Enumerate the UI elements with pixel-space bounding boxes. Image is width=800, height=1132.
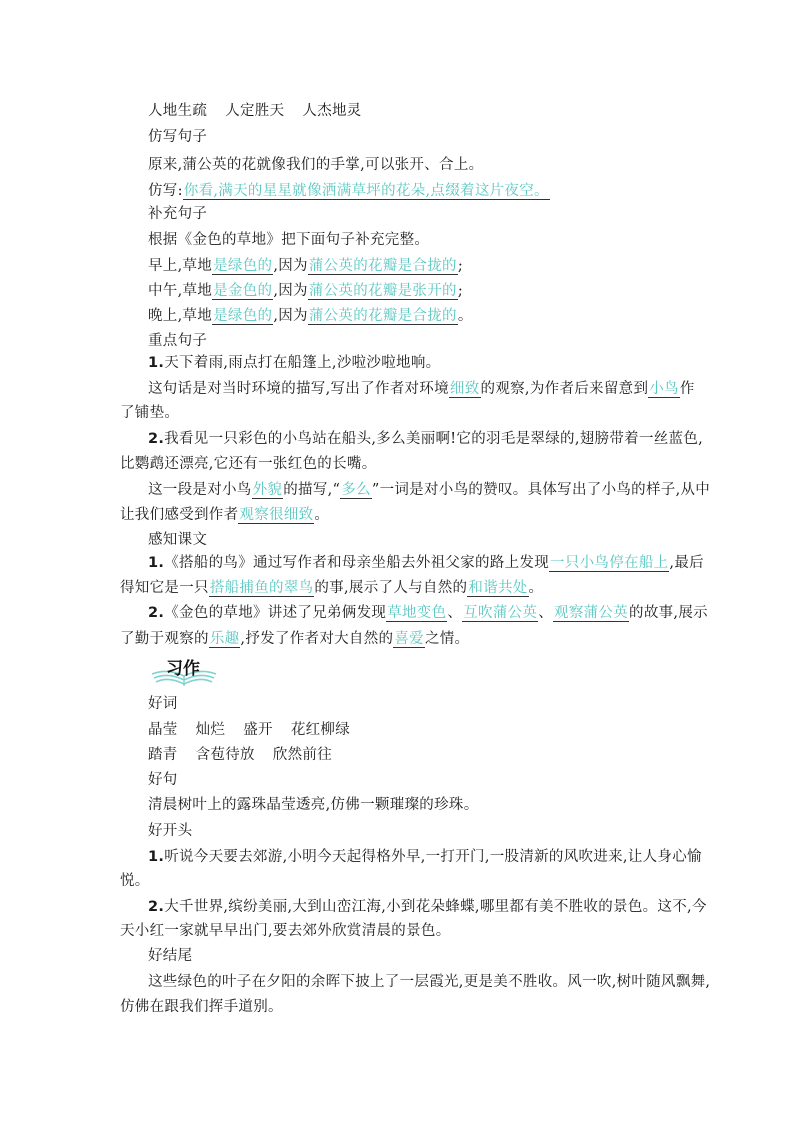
original-sentence: 原来,蒲公英的花就像我们的手掌,可以张开、合上。	[148, 157, 484, 173]
section-heading: 补充句子	[148, 206, 208, 222]
answer-blank: 外貌	[252, 482, 283, 498]
answer-blank: 和谐共处	[468, 580, 528, 596]
good-words-row: 踏青 含苞待放 欣然前往	[148, 747, 333, 763]
answer-blank: 多么	[341, 482, 371, 498]
section-heading: 好词	[148, 696, 178, 712]
answer-blank: 观察很细致	[239, 507, 314, 523]
answer-blank: 观察蒲公英	[554, 605, 629, 621]
idiom: 人地生疏	[148, 103, 208, 119]
explanation-cont: 让我们感受到作者观察很细致。	[120, 507, 330, 523]
good-words-row: 晶莹 灿烂 盛开 花红柳绿	[148, 722, 351, 738]
answer-blank: 你看,满天的星星就像洒满草坪的花朵,点缀着这片夜空。	[183, 183, 549, 199]
answer-blank: 一只小鸟停在船上	[550, 555, 669, 571]
fill-row: 晚上,草地是绿色的,因为蒲公英的花瓣是合拢的。	[148, 308, 473, 324]
section-heading: 好结尾	[148, 948, 193, 964]
summary-2-cont: 了勤于观察的乐趣,抒发了作者对大自然的喜爱之情。	[120, 631, 470, 647]
idiom: 人定胜天	[225, 103, 285, 119]
explanation-cont: 了铺垫。	[120, 405, 180, 421]
answer-blank: 是绿色的	[213, 258, 273, 274]
section-heading: 仿写句子	[148, 129, 208, 145]
opening-2: 2.大千世界,缤纷美丽,大到山峦江海,小到花朵蜂蝶,哪里都有美不胜收的景色。这不,今	[148, 899, 707, 915]
fill-row: 中午,草地是金色的,因为蒲公英的花瓣是张开的;	[148, 283, 464, 299]
instruction: 根据《金色的草地》把下面句子补充完整。	[148, 232, 430, 248]
answer-blank: 搭船捕鱼的翠鸟	[209, 580, 314, 596]
explanation: 这一段是对小鸟外貌的描写,“多么”一词是对小鸟的赞叹。具体写出了小鸟的样子,从中	[148, 482, 711, 498]
section-heading: 感知课文	[148, 532, 208, 548]
ending: 这些绿色的叶子在夕阳的余晖下披上了一层霞光,更是美不胜收。风一吹,树叶随风飘舞,	[148, 974, 711, 990]
answer-blank: 是金色的	[213, 283, 273, 299]
ending-cont: 仿佛在跟我们挥手道别。	[120, 999, 283, 1015]
answer-blank: 小鸟	[649, 381, 679, 397]
imitation-line: 仿写:你看,满天的星星就像洒满草坪的花朵,点缀着这片夜空。	[148, 183, 549, 199]
answer-blank: 是绿色的	[213, 308, 273, 324]
section-title: 习作	[166, 659, 200, 679]
answer-blank: 蒲公英的花瓣是合拢的	[308, 258, 457, 274]
section-heading: 重点句子	[148, 333, 208, 349]
fill-row: 早上,草地是绿色的,因为蒲公英的花瓣是合拢的;	[148, 258, 464, 274]
idioms-line	[148, 101, 362, 121]
answer-blank: 喜爱	[394, 631, 424, 647]
idiom: 人杰地灵	[302, 103, 362, 119]
good-sentence: 清晨树叶上的露珠晶莹透亮,仿佛一颗璀璨的珍珠。	[148, 797, 479, 813]
opening-1: 1.听说今天要去郊游,小明今天起得格外早,一打开门,一股清新的风吹进来,让人身心愉	[148, 849, 702, 865]
section-heading: 好句	[148, 772, 178, 788]
explanation: 这句话是对当时环境的描写,写出了作者对环境细致的观察,为作者后来留意到小鸟作	[148, 381, 695, 397]
answer-blank: 蒲公英的花瓣是合拢的	[308, 308, 457, 324]
summary-1-cont: 得知它是一只搭船捕鱼的翠鸟的事,展示了人与自然的和谐共处。	[120, 580, 544, 596]
answer-blank: 草地变色	[387, 605, 447, 621]
answer-blank: 互吹蒲公英	[463, 605, 538, 621]
opening-1-cont: 悦。	[120, 873, 150, 889]
key-sentence-2: 2.我看见一只彩色的小鸟站在船头,多么美丽啊!它的羽毛是翠绿的,翅膀带着一丝蓝色,	[148, 431, 704, 447]
key-sentence-2-cont: 比鹦鹉还漂亮,它还有一张红色的长嘴。	[120, 456, 377, 472]
key-sentence-1: 1.天下着雨,雨点打在船篷上,沙啦沙啦地响。	[148, 355, 441, 371]
opening-2-cont: 天小红一家就早早出门,要去郊外欣赏清晨的景色。	[120, 923, 451, 939]
section-heading: 好开头	[148, 823, 193, 839]
xizuo-heading	[150, 654, 230, 684]
answer-blank: 乐趣	[209, 631, 240, 647]
summary-2: 2.《金色的草地》讲述了兄弟俩发现草地变色、互吹蒲公英、观察蒲公英的故事,展示	[148, 605, 708, 621]
answer-blank: 细致	[449, 381, 480, 397]
summary-1: 1.《搭船的鸟》通过写作者和母亲坐船去外祖父家的路上发现一只小鸟停在船上,最后	[148, 555, 704, 571]
answer-blank: 蒲公英的花瓣是张开的	[308, 283, 457, 299]
